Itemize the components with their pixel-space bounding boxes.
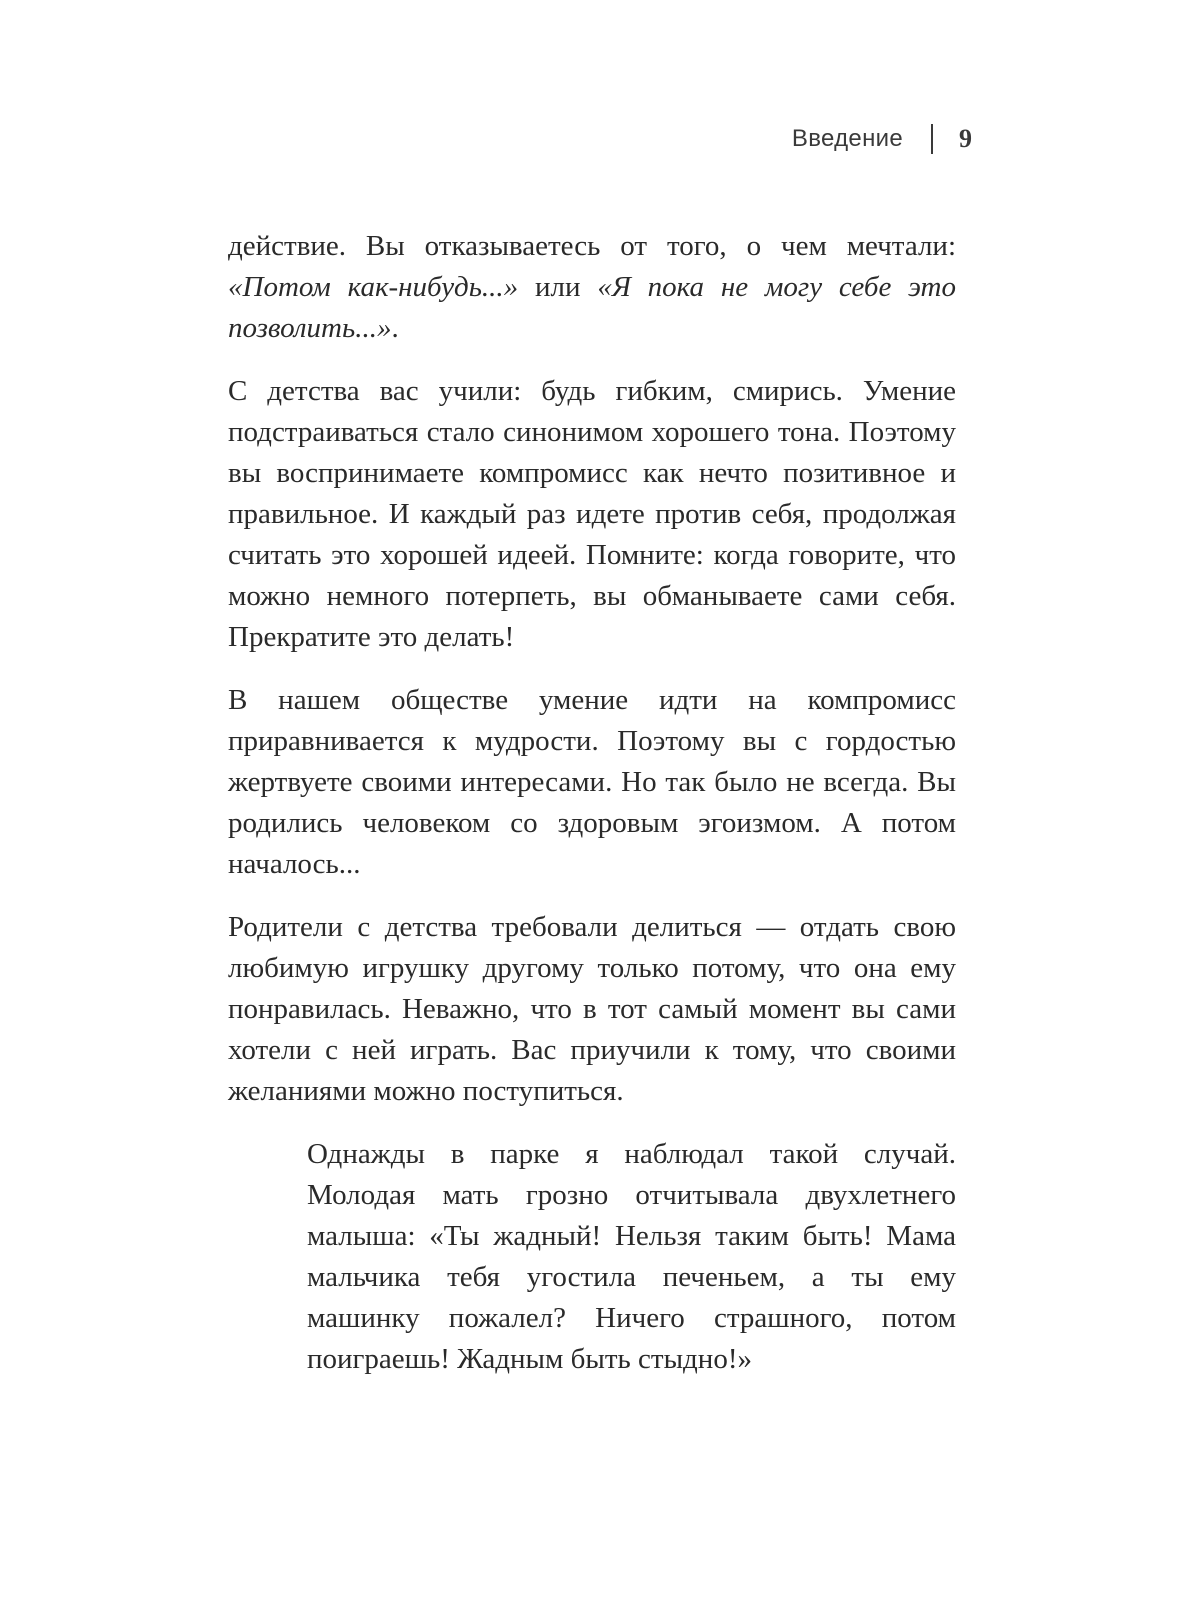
paragraph-1-mid: или — [518, 271, 598, 303]
section-title: Введение — [791, 125, 903, 152]
paragraph-1-tail: . — [391, 312, 399, 344]
paragraph-1-quote-2: «Я пока не могу себе это позволить...» — [228, 271, 957, 344]
paragraph-1 — [228, 226, 956, 349]
header-divider — [931, 124, 933, 154]
paragraph-4: Родители с детства требовали делиться — отдать свою любимую игрушку другому только потому, что она ему понравилась. Неважно, что в тот самый момент вы сами хотели с ней играть. Вас приучили к тому, что своими желаниями можно поступиться. — [228, 911, 956, 1107]
paragraph-2: С детства вас учили: будь гибким, смирись. Умение подстраиваться стало синонимом хорошего тона. Поэтому вы воспринимаете компромисс как нечто позитивное и правильное. И каждый раз идете против себя, продолжая считать это хорошей идеей. Помните: когда говорите, что можно немного потерпеть, вы обманываете сами себя. Прекратите это делать! — [228, 375, 956, 653]
main-text — [228, 226, 956, 1380]
paragraph-1-quote-1: «Потом как-нибудь...» — [228, 271, 519, 303]
paragraph-1-lead: действие. Вы отказываетесь от того, о чем мечтали: — [228, 230, 956, 262]
anecdote-block: Однажды в парке я наблюдал такой случай. Молодая мать грозно отчитывала двухлетнего малыша: «Ты жадный! Нельзя таким быть! Мама мальчика тебя угостила печеньем, а ты ему машинку пожалел? Ничего страшного, потом поиграешь! Жадным быть стыдно!» — [307, 1138, 956, 1375]
paragraph-3: В нашем обществе умение идти на компромисс приравнивается к мудрости. Поэтому вы с гордостью жертвуете своими интересами. Но так было не всегда. Вы родились человеком со здоровым эгоизмом. А потом началось... — [228, 684, 956, 880]
running-header — [792, 124, 972, 154]
page-number: 9 — [959, 124, 972, 153]
